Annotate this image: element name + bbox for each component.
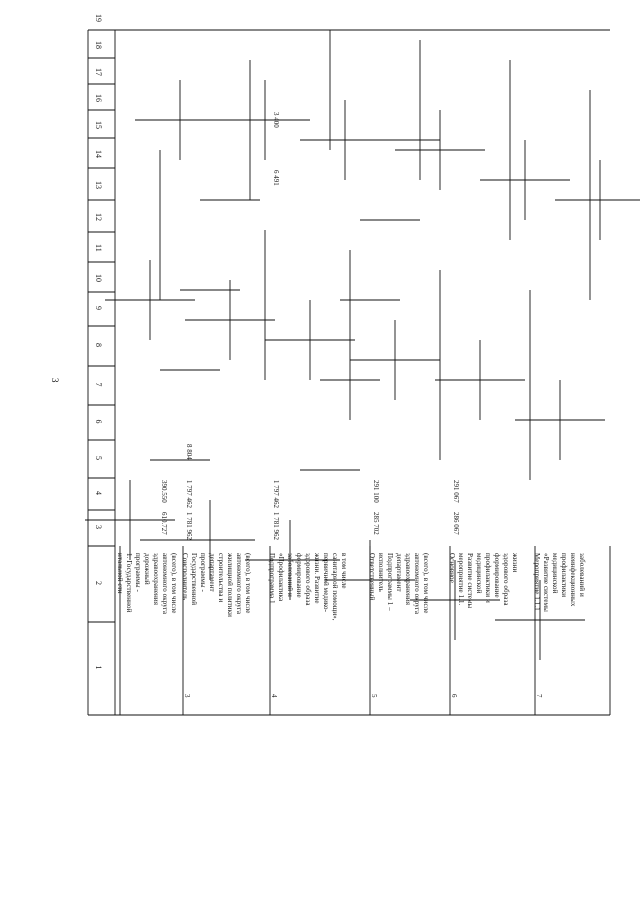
column-number-11: 11	[94, 244, 103, 252]
column-number-18: 18	[94, 41, 103, 49]
column-number-14: 14	[94, 150, 103, 158]
value-c5: 8 804	[185, 444, 193, 460]
value-c4: 390.550	[160, 480, 168, 503]
row-number: 3	[183, 694, 191, 698]
table-row	[368, 480, 430, 698]
row-label-line: жилищной политики	[226, 553, 234, 617]
row-label-line: «Развитие системы	[542, 553, 550, 612]
column-number-8: 8	[94, 343, 103, 347]
value-c4: 1 797 462	[185, 480, 193, 508]
column-number-16: 16	[94, 94, 103, 102]
column-number-1: 1	[94, 665, 103, 670]
value-c3: 285 702	[372, 512, 380, 535]
row-label-line: Мероприятие 1.1.1	[533, 553, 541, 611]
row-label-line: профилактики и	[484, 553, 492, 603]
row-number: 5	[370, 694, 378, 698]
row-label-line: «Профилактика	[277, 553, 285, 602]
row-label-line: в том числе	[340, 553, 348, 589]
row-label-line: жизни. Развитие	[313, 553, 321, 604]
column-number-header	[94, 14, 103, 670]
column-number-12: 12	[94, 213, 103, 221]
row-label-line: Подпрограммы 1 –	[386, 553, 394, 611]
value-c3: 286 067	[452, 512, 460, 535]
value-c4: 1 797 462	[272, 480, 280, 508]
value-c4: 291 100	[372, 480, 380, 503]
column-number-6: 6	[94, 419, 103, 424]
table-row	[116, 480, 178, 615]
row-label-line: строительства и	[217, 553, 225, 603]
row-label-line: автономного округа	[235, 553, 243, 615]
table-row	[448, 480, 519, 698]
table-row	[268, 112, 348, 698]
row-label-line: здравоохранения	[152, 553, 160, 606]
value-c3: 1 781 962	[185, 512, 193, 540]
row-label-line: Ответственный	[368, 553, 376, 601]
row-label-line: (всего), в том числе	[170, 553, 178, 614]
row-label-line: 1. Государственной	[125, 553, 133, 613]
row-label-line: Государственной	[190, 553, 198, 606]
row-label-line: автономного округа	[413, 553, 421, 615]
row-label-line: программы -	[134, 553, 142, 592]
value-c4: 291 067	[452, 480, 460, 503]
row-number: 4	[270, 694, 278, 698]
row-label-line: медицинской	[475, 553, 483, 594]
row-label-line: жизни	[511, 553, 519, 573]
table-row	[533, 553, 586, 698]
column-number-13: 13	[94, 181, 103, 189]
row-label-line: заболеваний и	[578, 553, 586, 597]
value-c14: 6 491	[272, 170, 280, 186]
row-label-line: здорового образа	[304, 553, 312, 606]
row-label-line: Подпрограмма 1	[268, 553, 276, 604]
column-number-2: 2	[94, 581, 103, 585]
column-number-5: 5	[94, 456, 103, 460]
row-label-line: Основное	[448, 553, 456, 583]
column-number-4: 4	[94, 491, 103, 495]
row-label-line: здорового образа	[502, 553, 510, 606]
row-label-line: здравоохранения	[404, 553, 412, 606]
row-label-line: санитарной помощи»,	[331, 553, 339, 621]
column-number-9: 9	[94, 306, 103, 310]
value-c3: 1 781 962	[272, 512, 280, 540]
column-number-3: 3	[94, 525, 103, 529]
row-number: 6	[450, 694, 458, 698]
row-label-line: дорожный	[143, 553, 151, 585]
row-label-line: Соисполнитель	[181, 553, 189, 601]
row-label-line: итальной сти	[116, 553, 124, 594]
row-label-line: неинфекционных	[569, 553, 577, 607]
row-label-line: профилактики	[560, 553, 568, 598]
column-number-17: 17	[94, 68, 103, 76]
row-label-line: Развитие системы	[466, 553, 474, 609]
value-c3: 610.727	[160, 512, 168, 535]
value-c16: 3 400	[272, 112, 280, 128]
column-number-10: 10	[94, 274, 103, 282]
row-label-line: заболеваний и	[286, 553, 294, 597]
row-label-line: программы -	[199, 553, 207, 592]
column-number-19: 19	[94, 14, 103, 22]
row-label-line: формирование	[295, 553, 303, 598]
row-label-line: автономного округа	[161, 553, 169, 615]
row-label-line: исполнитель	[377, 553, 385, 592]
row-label-line: департамент	[208, 553, 216, 592]
table-rows	[116, 112, 586, 698]
row-label-line: формирование	[493, 553, 501, 598]
row-label-line: департамент	[395, 553, 403, 592]
page-number: 3	[50, 378, 60, 383]
row-label-line: мероприятие 1.1.	[457, 553, 465, 606]
row-number: 7	[535, 694, 543, 698]
row-label-line: первичной медико-	[322, 553, 330, 612]
column-number-15: 15	[94, 121, 103, 129]
table-row	[181, 444, 252, 698]
row-label-line: (всего), в том числе	[244, 553, 252, 614]
row-label-line: (всего), в том числе	[422, 553, 430, 614]
column-number-7: 7	[94, 382, 103, 387]
row-label-line: медицинской	[551, 553, 559, 594]
